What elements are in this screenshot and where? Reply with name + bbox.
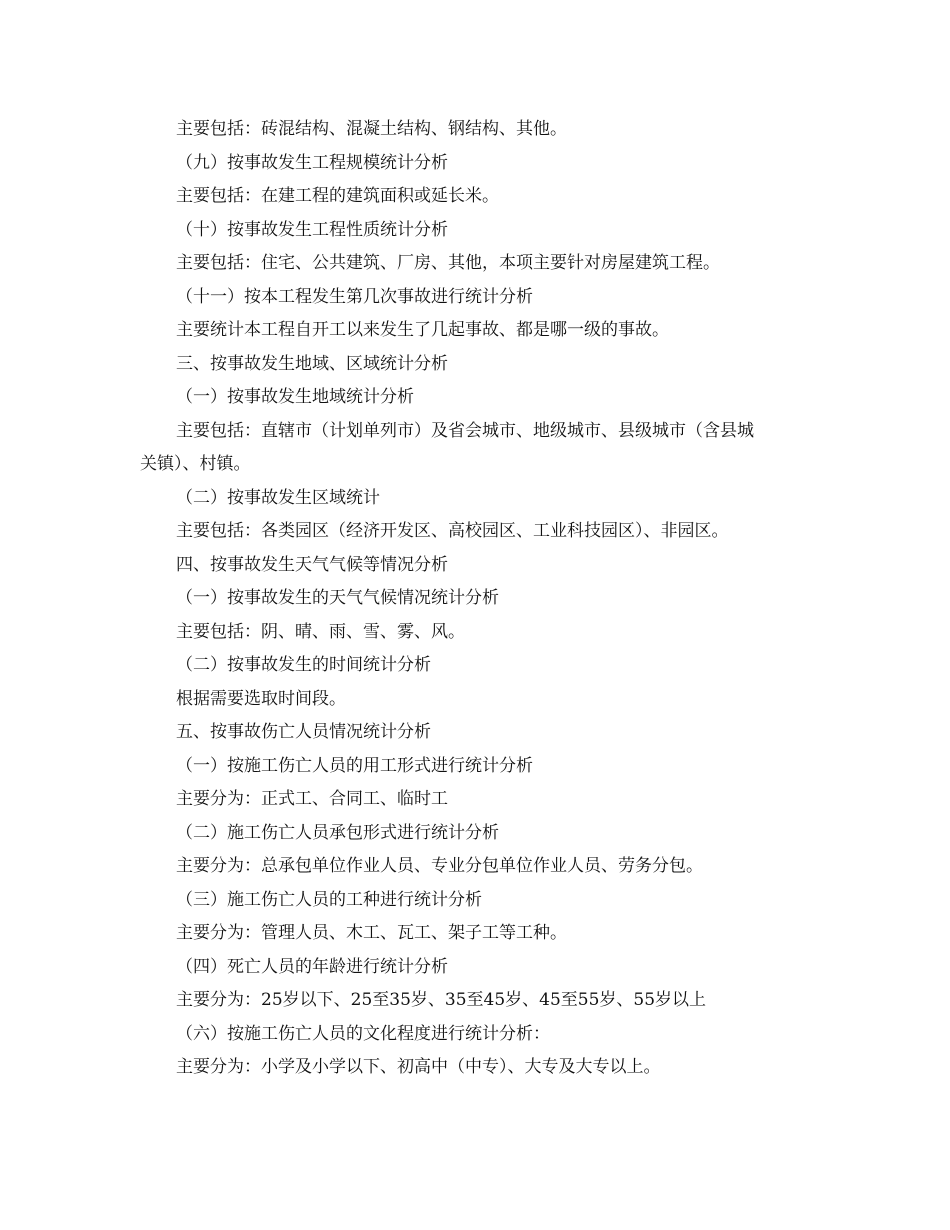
paragraph: 主要分为：总承包单位作业人员、专业分包单位作业人员、劳务分包。 <box>176 856 703 876</box>
paragraph: 主要包括：在建工程的建筑面积或延长米。 <box>176 186 499 206</box>
paragraph: 主要包括：各类园区（经济开发区、高校园区、工业科技园区）、非园区。 <box>176 521 729 541</box>
section-heading: （六）按施工伤亡人员的文化程度进行统计分析： <box>176 1023 550 1044</box>
paragraph: 根据需要选取时间段。 <box>176 688 346 709</box>
section-heading: （二）施工伤亡人员承包形式进行统计分析 <box>176 822 499 843</box>
section-heading: （三）施工伤亡人员的工种进行统计分析 <box>176 889 482 910</box>
paragraph: 主要分为：正式工、合同工、临时工 <box>176 789 448 809</box>
section-heading: （二）按事故发生区域统计 <box>176 487 380 508</box>
section-heading: （一）按施工伤亡人员的用工形式进行统计分析 <box>176 755 533 776</box>
paragraph: 主要包括：阴、晴、雨、雪、雾、风。 <box>176 621 465 642</box>
chapter-heading: 三、按事故发生地域、区域统计分析 <box>176 353 448 374</box>
paragraph: 主要包括：直辖市（计划单列市）及省会城市、地级城市、县级城市（含县城 <box>176 420 754 441</box>
paragraph: 主要分为：管理人员、木工、瓦工、架子工等工种。 <box>176 923 567 943</box>
paragraph: 主要包括：砖混结构、混凝土结构、钢结构、其他。 <box>176 119 567 139</box>
paragraph-continuation: 关镇）、村镇。 <box>140 454 251 474</box>
section-heading: （一）按事故发生的天气气候情况统计分析 <box>176 588 499 608</box>
paragraph: 主要分为：小学及小学以下、初高中（中专）、大专及大专以上。 <box>176 1057 661 1077</box>
section-heading: （十一）按本工程发生第几次事故进行统计分析 <box>176 286 533 307</box>
section-heading: （一）按事故发生地域统计分析 <box>176 387 414 407</box>
section-heading: （九）按事故发生工程规模统计分析 <box>176 152 448 173</box>
paragraph: 主要包括：住宅、公共建筑、厂房、其他，本项主要针对房屋建筑工程。 <box>176 253 720 273</box>
document-body <box>140 113 820 1085</box>
chapter-heading: 四、按事故发生天气气候等情况分析 <box>176 554 448 575</box>
section-heading: （十）按事故发生工程性质统计分析 <box>176 219 448 240</box>
section-heading: （四）死亡人员的年龄进行统计分析 <box>176 956 448 977</box>
paragraph: 主要分为：25岁以下、25至35岁、35至45岁、45至55岁、55岁以上 <box>176 990 707 1010</box>
paragraph: 主要统计本工程自开工以来发生了几起事故、都是哪一级的事故。 <box>176 320 669 340</box>
chapter-heading: 五、按事故伤亡人员情况统计分析 <box>176 722 431 742</box>
section-heading: （二）按事故发生的时间统计分析 <box>176 655 431 675</box>
